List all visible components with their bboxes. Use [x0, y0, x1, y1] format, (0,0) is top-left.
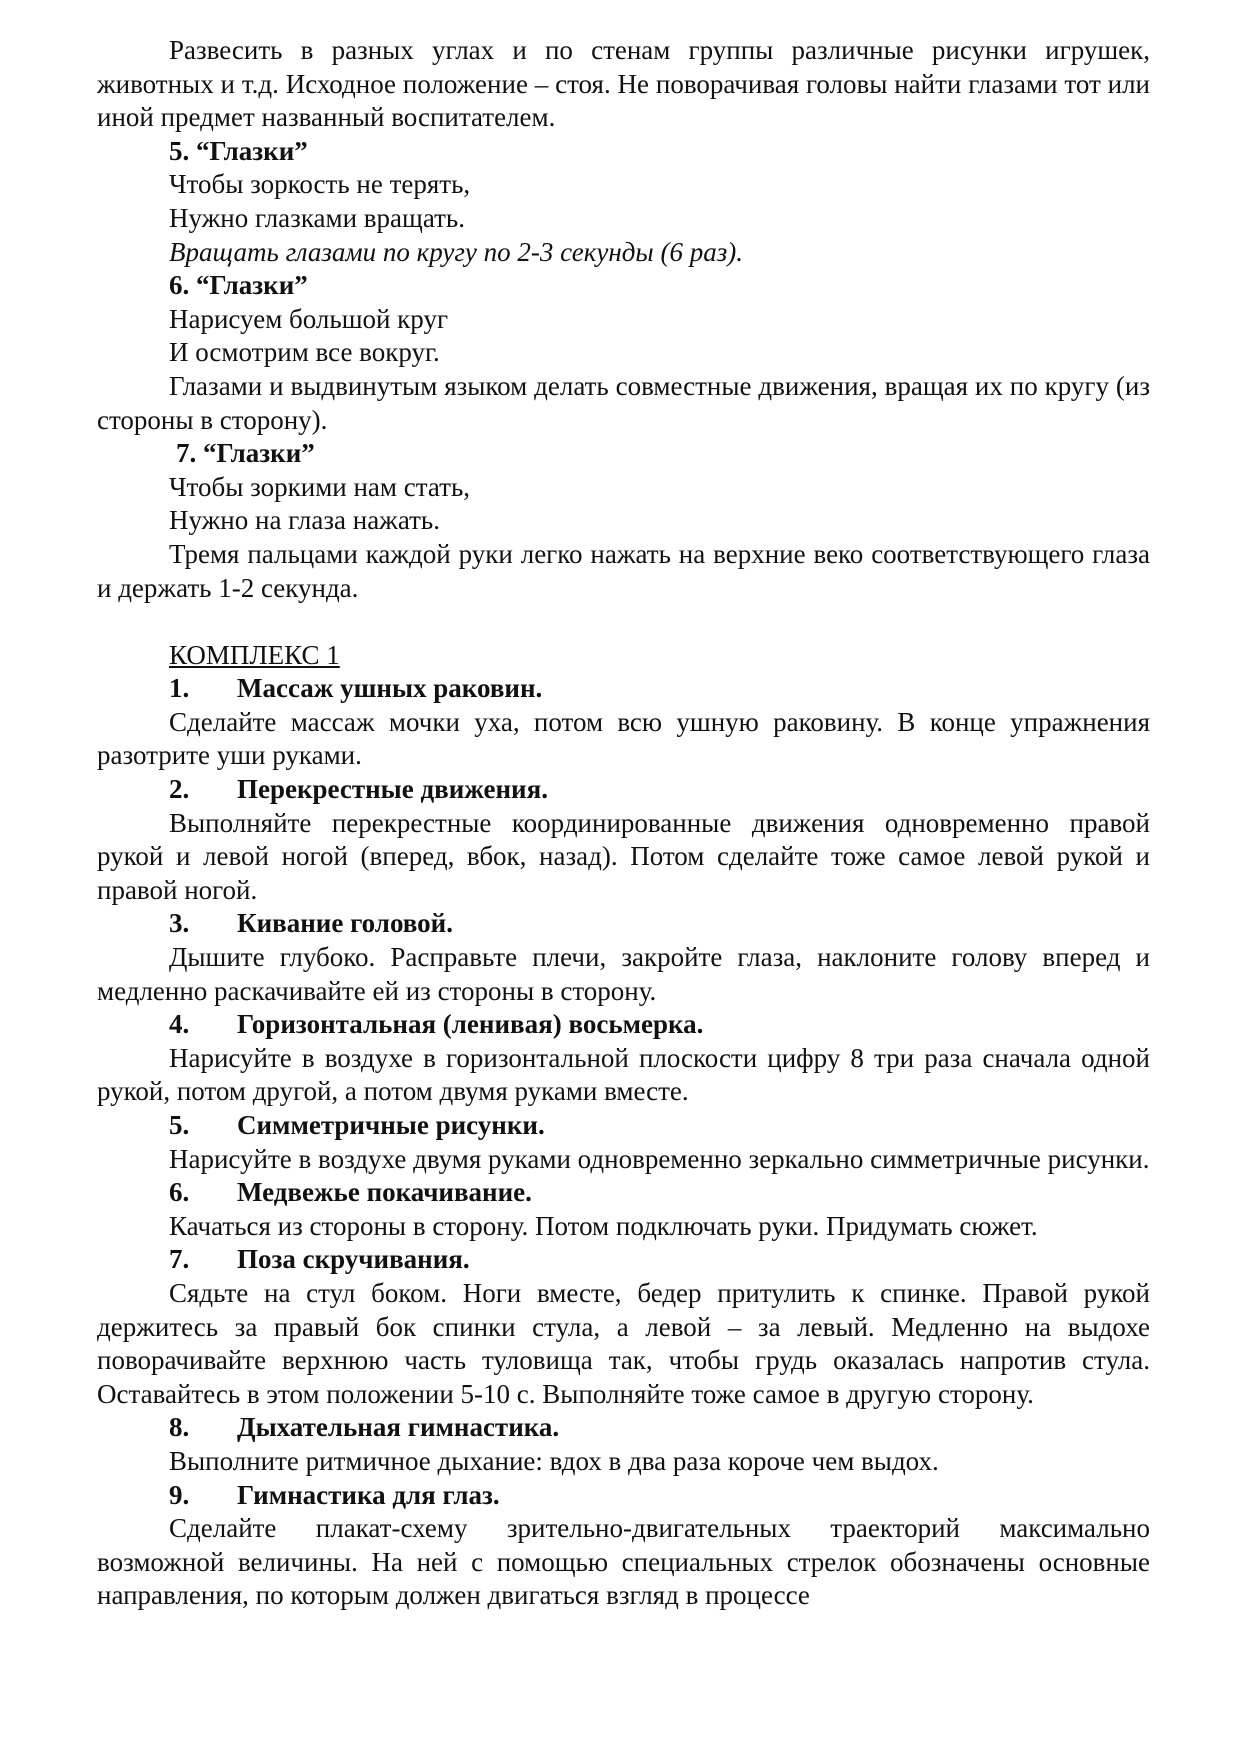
exercise-6-verse-line: И осмотрим все вокруг.: [169, 337, 440, 368]
item-number: 5.: [169, 1110, 190, 1140]
item-title: Горизонтальная (ленивая) восьмерка.: [237, 1009, 704, 1040]
exercise-7-verse-line: Чтобы зоркими нам стать,: [169, 471, 471, 502]
exercise-7-title: 7. “Глазки”: [176, 438, 315, 469]
item-4-title: [97, 1008, 1150, 1042]
exercise-7-instruction: Тремя пальцами каждой руки легко нажать на верхние веко соответствующего глаза и держать 1-2 секунда.: [97, 538, 1150, 603]
item-title: Перекрестные движения.: [237, 774, 548, 805]
item-title: Гимнастика для глаз.: [237, 1479, 500, 1510]
item-6-text: Качаться из стороны в сторону. Потом подключать руки. Придумать сюжет.: [169, 1210, 1038, 1241]
item-2-title: [97, 773, 1150, 807]
item-title: Симметричные рисунки.: [237, 1110, 545, 1140]
item-9-text: Сделайте плакат-схему зрительно-двигательных траекторий максимально возможной величины. На ней с помощью специальных стрелок обозначены основные направления, по которым должен двигаться взгляд в процессе: [97, 1513, 1150, 1611]
item-1-title: [97, 672, 1150, 706]
intro-paragraph: Развесить в разных углах и по стенам группы различные рисунки игрушек, животных и т.д. Исходное положение – стоя. Не поворачивая головы найти глазами тот или иной предмет названный воспитателем.: [97, 35, 1150, 133]
item-4-text: Нарисуйте в воздухе в горизонтальной плоскости цифру 8 три раза сначала одной рукой, потом другой, а потом двумя руками вместе.: [97, 1042, 1150, 1107]
item-9-title: [97, 1479, 1150, 1513]
item-title: Медвежье покачивание.: [237, 1177, 532, 1208]
exercise-5-title: 5. “Глазки”: [169, 135, 308, 166]
item-1-text: Сделайте массаж мочки уха, потом всю ушную раковину. В конце упражнения разотрите уши руками.: [97, 706, 1150, 771]
item-number: 1.: [169, 673, 190, 704]
item-2-text: Выполняйте перекрестные координированные движения одновременно правой рукой и левой ногой (вперед, вбок, назад). Потом сделайте тоже самое левой рукой и правой ногой.: [97, 807, 1150, 905]
item-8-text: Выполните ритмичное дыхание: вдох в два раза короче чем выдох.: [169, 1445, 939, 1476]
complex-heading: [97, 639, 1150, 673]
item-title: Кивание головой.: [237, 908, 453, 939]
document-page: [97, 34, 1150, 1613]
item-title: Массаж ушных раковин.: [237, 673, 543, 704]
item-5-title: [97, 1109, 1150, 1143]
item-number: 6.: [169, 1177, 190, 1208]
exercise-5-instruction: Вращать глазами по кругу по 2-3 секунды (6 раз).: [169, 236, 743, 267]
item-7-title: [97, 1243, 1150, 1277]
item-6-title: [97, 1176, 1150, 1210]
item-3-text: Дышите глубоко. Расправьте плечи, закройте глаза, наклоните голову вперед и медленно раскачивайте ей из стороны в сторону.: [97, 942, 1150, 1006]
exercise-6-title: 6. “Глазки”: [169, 270, 308, 301]
item-7-text: Сядьте на стул боком. Ноги вместе, бедер притулить к спинке. Правой рукой держитесь за правый бок спинки стула, а левой – за левый. Медленно на выдохе поворачивайте верхнюю часть туловища так, чтобы грудь оказалась напротив стула. Оставайтесь в этом положении 5-10 с. Выполняйте тоже самое в другую сторону.: [97, 1277, 1150, 1409]
complex-heading-text: КОМПЛЕКС 1: [169, 639, 340, 670]
item-title: Поза скручивания.: [237, 1244, 470, 1275]
item-number: 9.: [169, 1479, 190, 1510]
exercise-6-instruction: Глазами и выдвинутым языком делать совместные движения, вращая их по кругу (из стороны в сторону).: [97, 370, 1150, 435]
exercise-6-verse-line: Нарисуем большой круг: [169, 303, 449, 334]
item-number: 2.: [169, 774, 190, 805]
item-3-title: [97, 907, 1150, 941]
item-8-title: [97, 1411, 1150, 1445]
item-title: Дыхательная гимнастика.: [237, 1412, 560, 1443]
exercise-7-verse-line: Нужно на глаза нажать.: [169, 505, 440, 536]
exercise-5-verse-line: Чтобы зоркость не терять,: [169, 169, 471, 200]
exercise-5-verse-line: Нужно глазками вращать.: [169, 202, 465, 233]
item-number: 4.: [169, 1009, 190, 1040]
item-number: 8.: [169, 1412, 190, 1443]
item-number: 3.: [169, 908, 190, 939]
item-5-text: Нарисуйте в воздухе двумя руками одновременно зеркально симметричные рисунки.: [169, 1143, 1150, 1174]
item-number: 7.: [169, 1244, 190, 1275]
